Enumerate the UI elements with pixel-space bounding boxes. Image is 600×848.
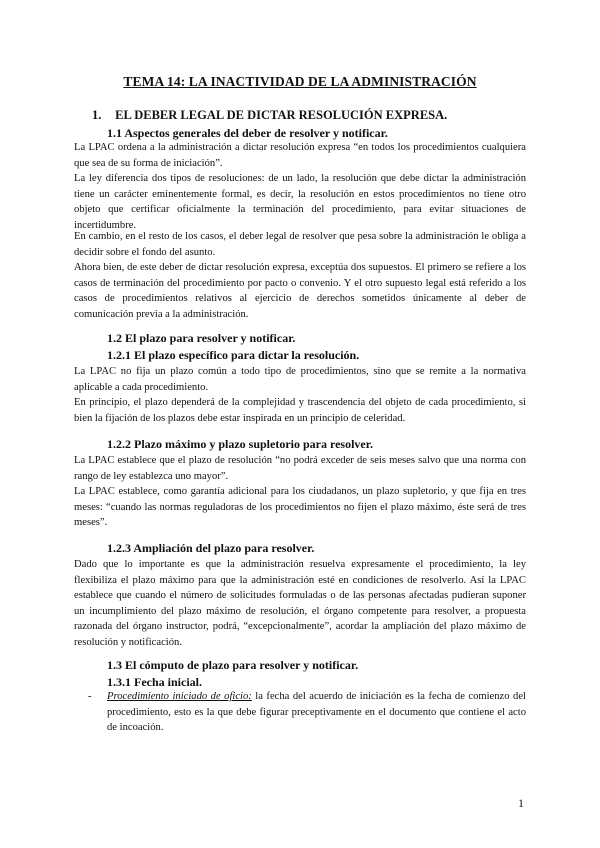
heading-1-2-2: 1.2.2 Plazo máximo y plazo supletorio para resolver. [107, 437, 373, 451]
paragraph-1-1-a: La LPAC ordena a la administración a dictar resolución expresa “en todos los procedimientos cualquiera que sea de su forma de iniciación”. [74, 142, 526, 169]
heading-1-2-1: 1.2.1 El plazo específico para dictar la resolución. [107, 348, 360, 362]
bullet-text [107, 689, 526, 736]
heading-1-2: 1.2 El plazo para resolver y notificar. [107, 331, 296, 345]
heading-1-3-1: 1.3.1 Fecha inicial. [107, 675, 202, 689]
section-1-heading [92, 108, 447, 123]
paragraph-1-2-3: Dado que lo importante es que la administración resuelva expresamente el procedimiento, la ley flexibiliza el plazo máximo para que la administración esté en condiciones de resolverlo. Así la LPAC establece que cuando el número de solicitudes formuladas o de las personas afectadas pudieran suponer un incumplimiento del plazo máximo de resolución, el órgano competente para resolver, a propuesta razonada del órgano instructor, podrá, “excepcionalmente”, acordar la ampliación del plazo máximo de resolución y notificación. [74, 559, 526, 648]
heading-1-3: 1.3 El cómputo de plazo para resolver y notificar. [107, 658, 359, 672]
bullet-emphasis: Procedimiento iniciado de oficio: [107, 691, 252, 702]
document-title: TEMA 14: LA INACTIVIDAD DE LA ADMINISTRACIÓN [123, 74, 477, 89]
paragraph-1-1-c: En cambio, en el resto de los casos, el deber legal de resolver que pesa sobre la administración le obliga a decidir sobre el fondo del asunto. [74, 231, 526, 258]
paragraph-1-1-b: La ley diferencia dos tipos de resoluciones: de un lado, la resolución que debe dictar la administración tiene un carácter eminentemente formal, es decir, la resolución en estos procedimientos no tiene otro objeto que certificar oficialmente la terminación del procedimiento, para evitar situaciones de incertidumbre. [74, 173, 526, 231]
paragraph-1-2-2-b: La LPAC establece, como garantía adicional para los ciudadanos, un plazo supletorio, y que fija en tres meses: “cuando las normas reguladoras de los procedimientos no fijen el plazo máximo, éste será de tres meses”. [74, 486, 526, 529]
paragraph-1-2-1-a: La LPAC no fija un plazo común a todo tipo de procedimientos, sino que se remite a la normativa aplicable a cada procedimiento. [74, 366, 526, 393]
heading-1-2-3: 1.2.3 Ampliación del plazo para resolver. [107, 541, 315, 555]
bullet-body: la fecha del acuerdo de iniciación es la fecha de comienzo del procedimiento, esto es la que debe figurar preceptivamente en el documento que contiene el acto de incoación. [107, 691, 526, 734]
page-number: 1 [518, 796, 524, 810]
paragraph-1-2-1-b: En principio, el plazo dependerá de la complejidad y trascendencia del objeto de cada procedimiento, si bien la fijación de los plazos debe estar inspirada en un principio de celeridad. [74, 397, 526, 424]
section-1-number: 1. [92, 108, 102, 122]
section-1-title: EL DEBER LEGAL DE DICTAR RESOLUCIÓN EXPRESA. [115, 108, 448, 122]
bullet-dash: - [88, 691, 92, 702]
paragraph-1-2-2-a: La LPAC establece que el plazo de resolución “no podrá exceder de seis meses salvo que una norma con rango de ley establezca uno mayor”. [74, 455, 526, 482]
heading-1-1: 1.1 Aspectos generales del deber de resolver y notificar. [107, 126, 388, 140]
paragraph-1-1-d: Ahora bien, de este deber de dictar resolución expresa, exceptúa dos supuestos. El primero se refiere a los casos de terminación del procedimiento por pacto o convenio. Y el otro supuesto legal está referido a los casos de procedimientos relativos al ejercicio de derechos sometidos únicamente al deber de comunicación previa a la administración. [74, 262, 526, 320]
